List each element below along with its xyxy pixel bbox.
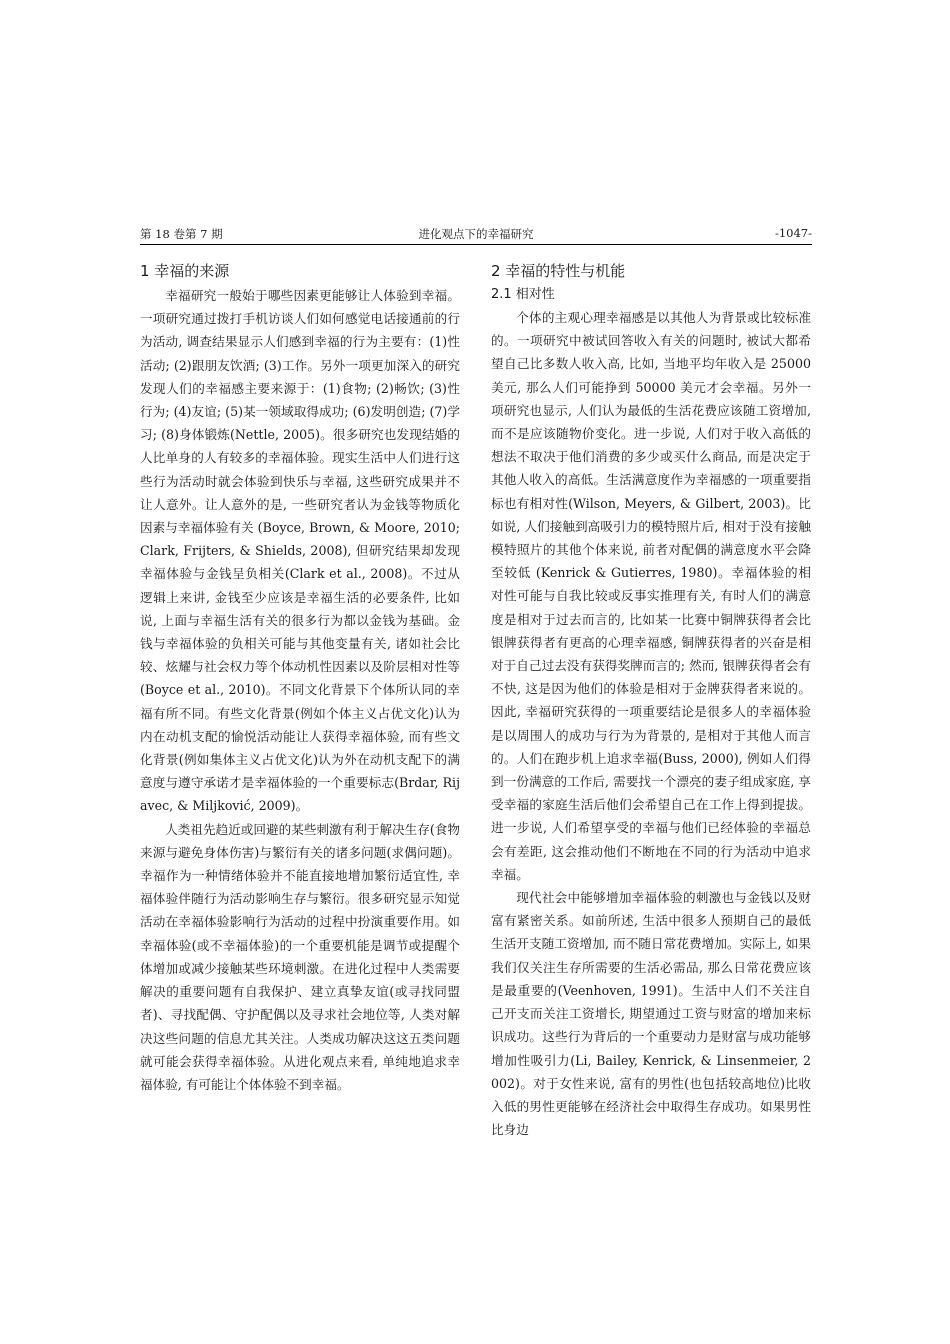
body-paragraph: 个体的主观心理幸福感是以其他人为背景或比较标准的。一项研究中被试回答收入有关的问题时, 被试大都希望自己比多数人收入高, 比如, 当地平均年收入是 25000 美元, 那么人们可能挣到 50000 美元才会幸福。另外一项研究也显示, 人们认为最低的生活花费应该随工资增加, 而不是应该随物价变化。进一步说, 人们对于收入高低的想法不取决于他们消费的多少或买什么商品, 而是决定于其他人收入的高低。生活满意度作为幸福感的一项重要指标也有相对性(Wilson, Meyers, & Gilbert, 2003)。比如说, 人们接触到高吸引力的模特照片后, 相对于没有接触模特照片的其他个体来说, 前者对配偶的满意度水平会降至较低 (Kenrick & Gutierres, 1980)。幸福体验的相对性可能与自我比较或反事实推理有关, 有时人们的满意度是相对于过去而言的, 比如某一比赛中铜牌获得者会比银牌获得者有更高的心理幸福感, 铜牌获得者的兴奋是相对于自己过去没有获得奖牌而言的; 然而, 银牌获得者会有不快, 这是因为他们的体验是相对于金牌获得者来说的。因此, 幸福研究获得的一项重要结论是很多人的幸福体验是以周围人的成功与行为为背景的, 是相对于其他人而言的。人们在跑步机上追求幸福(Buss, 2000), 例如人们得到一份满意的工作后, 需要找一个漂亮的妻子组成家庭, 享受幸福的家庭生活后他们会希望自己在工作上得到提拔。进一步说, 人们希望享受的幸福与他们已经体验的幸福总会有差距, 这会推动他们不断地在不同的行为活动中追求幸福。: [491, 310, 811, 882]
right-column: [491, 258, 811, 1141]
running-title: 进化观点下的幸福研究: [418, 227, 534, 241]
journal-volume-issue: 第 18 卷第 7 期: [140, 227, 223, 241]
body-paragraph: 幸福研究一般始于哪些因素更能够让人体验到幸福。一项研究通过拨打手机访谈人们如何感觉电话接通前的行为活动, 调查结果显示人们感到幸福的行为主要有：(1)性活动; (2)跟朋友饮酒; (3)工作。另外一项更加深入的研究发现人们的幸福感主要来源于：(1)食物; (2)畅饮; (3)性行为; (4)友谊; (5)某一领域取得成功; (6)发明创造; (7)学习; (8)身体锻炼(Nettle, 2005)。很多研究也发现结婚的人比单身的人有较多的幸福体验。现实生活中人们进行这些行为活动时就会体验到快乐与幸福, 这些研究成果并不让人意外。让人意外的是, 一些研究者认为金钱等物质化因素与幸福体验有关 (Boyce, Brown, & Moore, 2010; Clark, Frijters, & Shields, 2008), 但研究结果却发现幸福体验与金钱呈负相关(Clark et al., 2008)。不过从逻辑上来讲, 金钱至少应该是幸福生活的必要条件, 比如说, 上面与幸福生活有关的很多行为都以金钱为基础。金钱与幸福体验的负相关可能与其他变量有关, 诸如社会比较、炫耀与社会权力等个体动机性因素以及阶层相对性等(Boyce et al., 2010)。不同文化背景下个体所认同的幸福有所不同。有些文化背景(例如个体主义占优文化)认为内在动机支配的愉悦活动能让人获得幸福体验, 而有些文化背景(例如集体主义占优文化)认为外在动机支配下的满意度与遵守承诺才是幸福体验的一个重要标志(Brdar, Rijavec, & Miljković, 2009)。: [140, 288, 460, 814]
left-column: [140, 258, 460, 1096]
running-header: [140, 224, 812, 245]
body-paragraph: 人类祖先趋近或回避的某些刺激有利于解决生存(食物来源与避免身体伤害)与繁衍有关的诸多问题(求偶问题)。幸福作为一种情绪体验并不能直接地增加繁衍适宜性, 幸福体验伴随行为活动影响生存与繁衍。很多研究显示知觉活动在幸福体验影响行为活动的过程中扮演重要作用。如幸福体验(或不幸福体验)的一个重要机能是调节或提醒个体增加或减少接触某些环境刺激。在进化过程中人类需要解决的重要问题有自我保护、建立真挚友谊(或寻找同盟者)、寻找配偶、守护配偶以及寻求社会地位等, 人类对解决这些问题的信息尤其关注。人类成功解决这这五类问题就可能会获得幸福体验。从进化观点来看, 单纯地追求幸福体验, 有可能让个体体验不到幸福。: [140, 821, 460, 1092]
section-heading-sources: 1 幸福的来源: [140, 262, 230, 280]
body-paragraph: 现代社会中能够增加幸福体验的刺激也与金钱以及财富有紧密关系。如前所述, 生活中很多人预期自己的最低生活开支随工资增加, 而不随日常花费增加。实际上, 如果我们仅关注生存所需要的生活必需品, 那么日常花费应该是最重要的(Veenhoven, 1991)。生活中人们不关注自己开支而关注工资增长, 期望通过工资与财富的增加来标识成功。这些行为背后的一个重要动力是财富与成功能够增加性吸引力(Li, Bailey, Kenrick, & Linsenmeier, 2002)。对于女性来说, 富有的男性(也包括较高地位)比收入低的男性更能够在经济社会中取得生存成功。如果男性比身边: [491, 890, 811, 1138]
section-heading-properties: 2 幸福的特性与机能: [491, 262, 626, 280]
subsection-heading-relativity: 2.1 相对性: [491, 287, 555, 302]
page-number: -1047-: [774, 226, 812, 240]
